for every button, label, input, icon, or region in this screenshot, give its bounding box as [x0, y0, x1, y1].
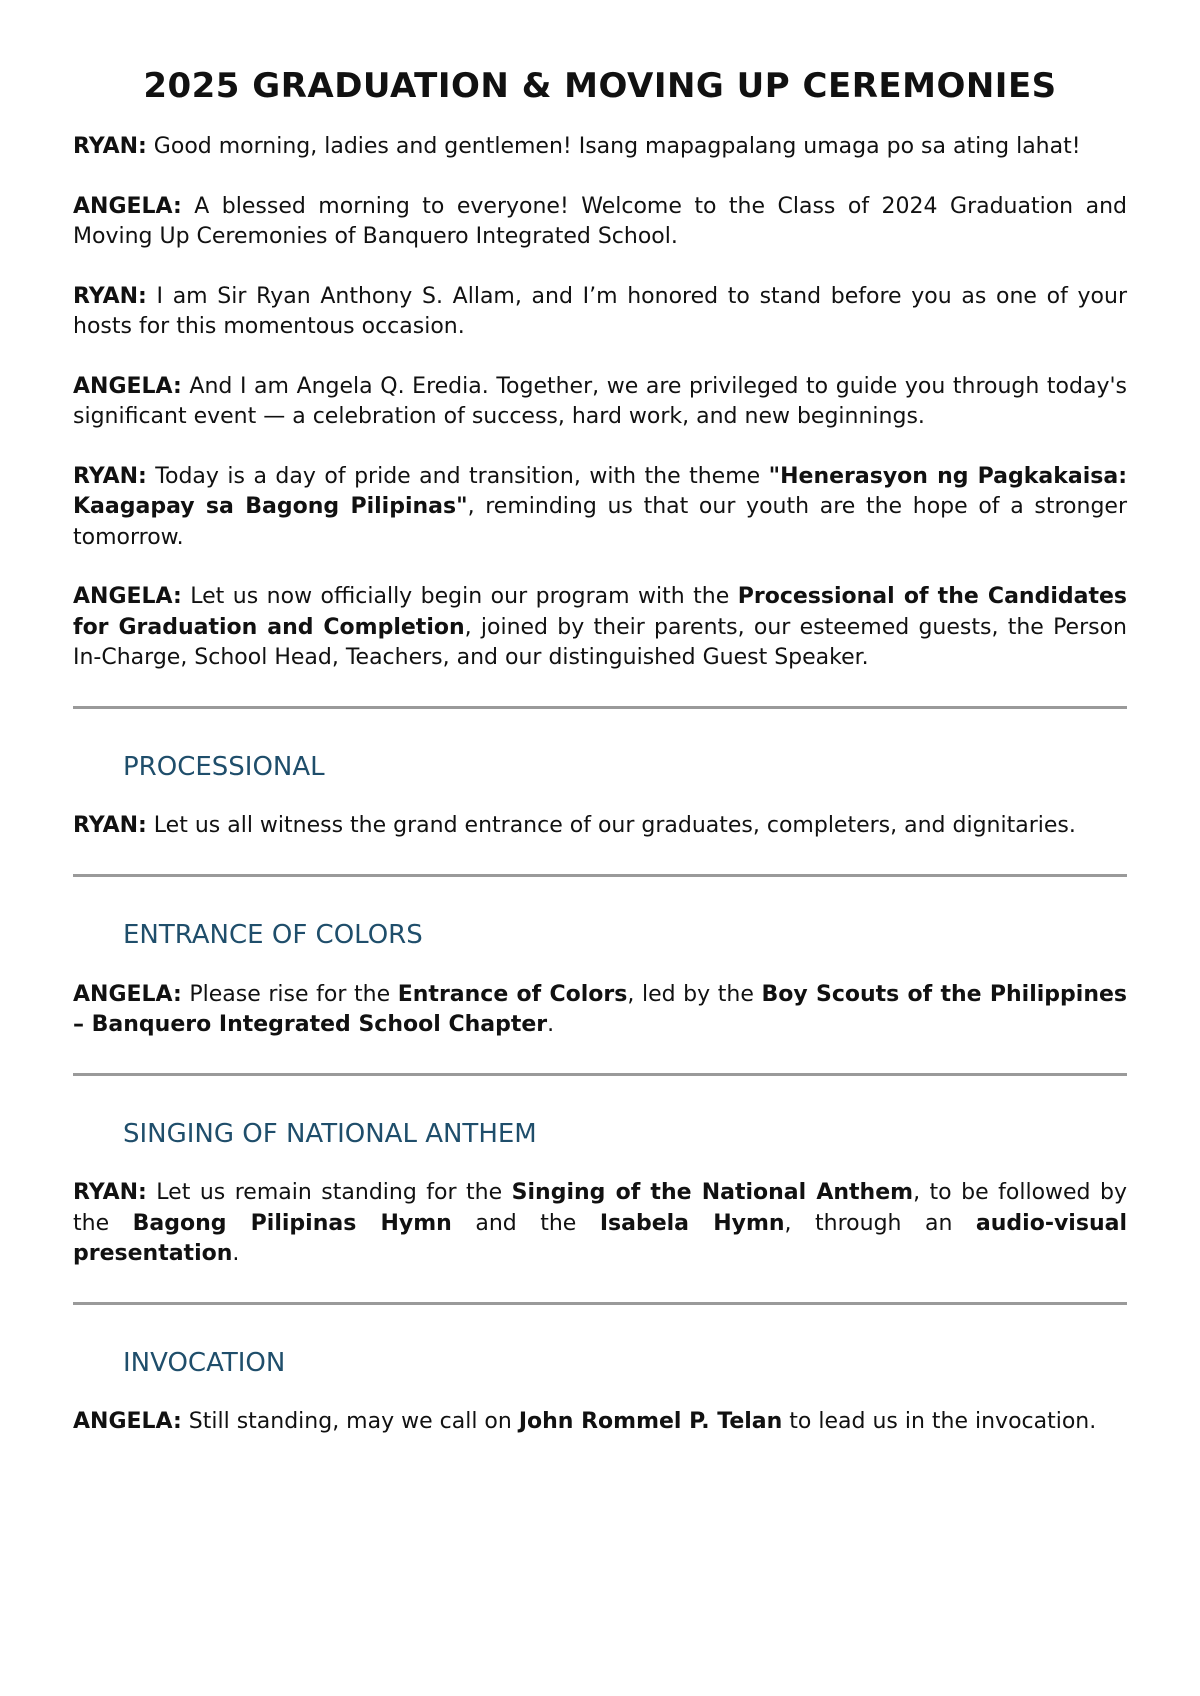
intro-script [73, 132, 1127, 674]
speaker-label: RYAN: [73, 1180, 147, 1206]
script-text: , joined by their parents, our esteemed guests, the Person In-Charge, School Head, Teachers, and our distinguished Guest Speaker. [73, 614, 1127, 671]
script-paragraph [73, 1178, 1127, 1270]
script-paragraph [73, 282, 1127, 343]
script-text: A blessed morning to everyone! Welcome to the Class of 2024 Graduation and Moving Up Ceremonies of Banquero Integrated School. [73, 193, 1127, 250]
script-text: to lead us in the invocation. [782, 1409, 1097, 1435]
script-text: Good morning, ladies and gentlemen! Isang mapagpalang umaga po sa ating lahat! [146, 134, 1081, 160]
section-divider [73, 706, 1127, 709]
script-text: . [547, 1012, 555, 1038]
script-text: , through an [784, 1210, 976, 1236]
section-heading: SINGING OF NATIONAL ANTHEM [123, 1118, 537, 1149]
section-divider [73, 1302, 1127, 1305]
emphasized-text: Isabela Hymn [599, 1210, 785, 1236]
script-text: Today is a day of pride and transition, with the theme [146, 463, 769, 489]
section-heading: PROCESSIONAL [123, 751, 325, 782]
speaker-label: RYAN: [73, 283, 147, 309]
script-paragraph [73, 132, 1127, 163]
emphasized-text: "Henerasyon ng Pagkakaisa: Kaagapay sa Bagong Pilipinas" [73, 463, 1128, 520]
emphasized-text: Bagong Pilipinas Hymn [132, 1210, 452, 1236]
script-paragraph [73, 582, 1127, 674]
script-text: Let us all witness the grand entrance of our graduates, completers, and dignitaries. [146, 813, 1076, 839]
speaker-label: RYAN: [73, 134, 147, 160]
script-text: Let us remain standing for the [146, 1180, 512, 1206]
emphasized-text: Entrance of Colors [397, 981, 628, 1007]
section-divider [73, 874, 1127, 877]
program-sections [73, 706, 1127, 1438]
section-heading: ENTRANCE OF COLORS [123, 919, 423, 950]
script-text: I am Sir Ryan Anthony S. Allam, and I’m honored to stand before you as one of your hosts for this momentous occasion. [73, 283, 1127, 340]
speaker-label: RYAN: [73, 463, 147, 489]
emphasized-text: John Rommel P. Telan [518, 1409, 783, 1435]
emphasized-text: Processional of the Candidates for Graduation and Completion [73, 584, 1127, 640]
script-text: And I am Angela Q. Eredia. Together, we are privileged to guide you through today's significant event — a celebration of success, hard work, and new beginnings. [73, 373, 1127, 430]
section-divider [73, 1073, 1127, 1076]
script-text: , led by the [627, 981, 762, 1007]
script-text: Let us now officially begin our program with the [181, 584, 738, 610]
script-text: and the [451, 1210, 600, 1236]
emphasized-text: audio-visual presentation [73, 1210, 1127, 1267]
script-paragraph [73, 372, 1127, 433]
script-text: Please rise for the [181, 981, 398, 1007]
script-paragraph [73, 811, 1127, 842]
script-text: , to be followed by the [73, 1180, 1128, 1236]
section-heading: INVOCATION [123, 1347, 286, 1378]
emphasized-text: Singing of the National Anthem [511, 1180, 914, 1206]
speaker-label: ANGELA: [73, 1409, 182, 1435]
script-text: Still standing, may we call on [181, 1409, 519, 1435]
script-paragraph [73, 462, 1127, 554]
script-text: . [232, 1241, 240, 1267]
emphasized-text: Boy Scouts of the Philippines – Banquero Integrated School Chapter [73, 981, 1128, 1038]
script-paragraph [73, 192, 1127, 253]
speaker-label: RYAN: [73, 813, 147, 839]
speaker-label: ANGELA: [73, 373, 182, 399]
document-title: 2025 GRADUATION & MOVING UP CEREMONIES [143, 66, 1057, 106]
speaker-label: ANGELA: [73, 193, 182, 219]
speaker-label: ANGELA: [73, 981, 182, 1007]
script-text: , reminding us that our youth are the hope of a stronger tomorrow. [73, 494, 1127, 550]
speaker-label: ANGELA: [73, 584, 182, 610]
script-paragraph [73, 1407, 1127, 1438]
script-paragraph [73, 980, 1127, 1041]
